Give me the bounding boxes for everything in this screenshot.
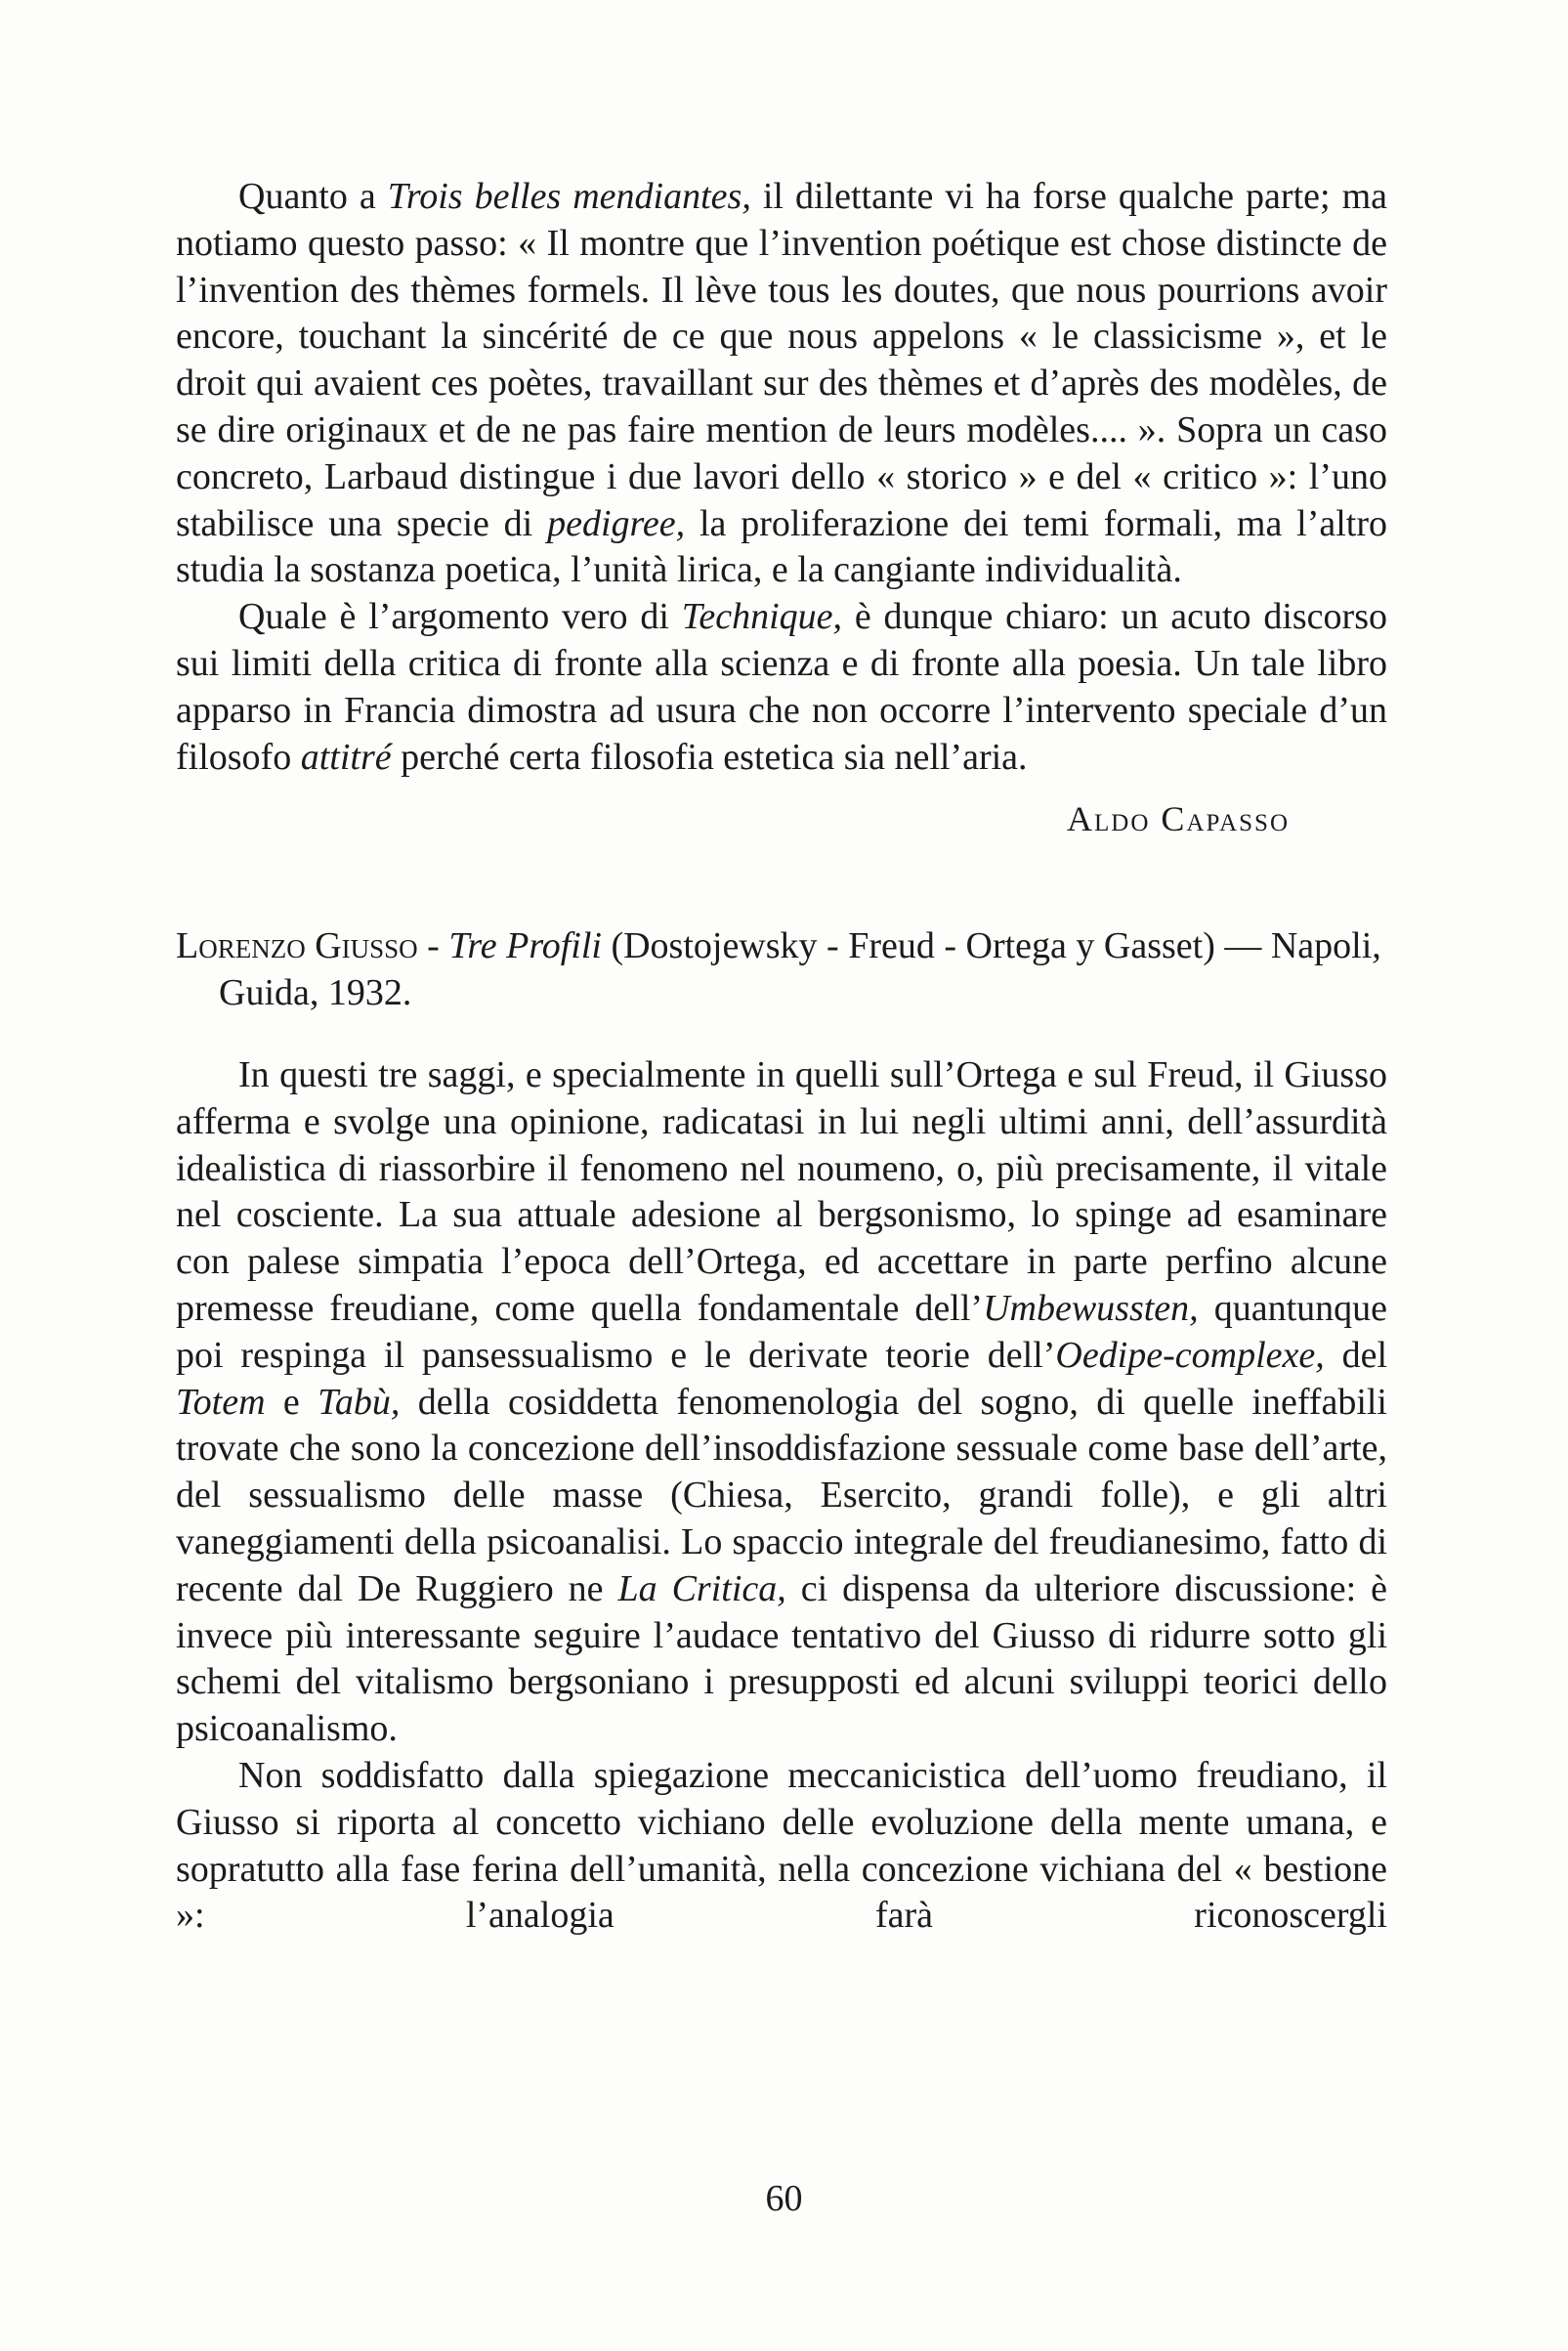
text-run: ci dispensa da ulteriore discussione: è invece più interessante seguire l’audace tentativo del Giusso di ridurre sotto gli schemi del vitalismo bergsoniano i presupposti ed alcuni sviluppi teorici dello psicoanalismo. bbox=[176, 1567, 1387, 1750]
italic-term: Umbewussten, bbox=[983, 1287, 1199, 1329]
book-details: (Dostojewsky - Freud - Ortega y Gasset) — Napoli, Guida, 1932. bbox=[219, 925, 1381, 1014]
italic-title: Tabù, bbox=[318, 1381, 401, 1423]
paragraph-larbaud-quote bbox=[176, 174, 1387, 594]
text-run: quantunque poi respinga il pansessualismo e le derivate teorie dell’ bbox=[176, 1287, 1387, 1376]
text-run: e bbox=[265, 1381, 318, 1423]
book-title: Tre Profili bbox=[448, 925, 602, 967]
italic-title: La Critica, bbox=[617, 1567, 786, 1609]
italic-term: pedigree, bbox=[547, 502, 686, 544]
italic-title: Totem bbox=[176, 1381, 266, 1423]
review-heading bbox=[176, 923, 1387, 1017]
text-column bbox=[176, 174, 1387, 1940]
page-number: 60 bbox=[765, 2178, 803, 2219]
paragraph-technique-argument bbox=[176, 594, 1387, 781]
heading-separator: - bbox=[417, 925, 449, 967]
text-run: la proliferazione dei temi formali, ma l’altro studia la sostanza poetica, l’unità lirica, e la cangiante individualità. bbox=[176, 502, 1387, 591]
paragraph-giusso-essays bbox=[176, 1052, 1387, 1753]
text-run: Quanto a bbox=[238, 176, 388, 217]
text-run: della cosiddetta fenomenologia del sogno, di quelle ineffabili trovate che sono la concezione dell’insoddisfazione sessuale come base dell’arte, del sessualismo delle masse (Chiesa, Esercito, grandi folle), e gli altri vaneggiamenti della psicoanalisi. Lo spaccio integrale del freudianesimo, fatto di recente dal De Ruggiero ne bbox=[176, 1381, 1387, 1609]
review-signature: Aldo Capasso bbox=[1067, 799, 1290, 839]
text-run: perché certa filosofia estetica sia nell’aria. bbox=[391, 736, 1028, 778]
italic-title: Technique, bbox=[681, 596, 843, 638]
paragraph-vichian-concept bbox=[176, 1753, 1387, 1940]
text-run: In questi tre saggi, e specialmente in quelli sull’Ortega e sul Freud, il Giusso afferma e svolge una opinione, radicatasi in lui negli ultimi anni, dell’assurdità idealistica di riassorbire il fenomeno nel noumeno, o, più precisamente, il vitale nel cosciente. La sua attuale adesione al bergsonismo, lo spinge ad esaminare con palese simpatia l’epoca dell’Ortega, ed accettare in parte perfino alcune premesse freudiane, come quella fondamentale dell’ bbox=[176, 1053, 1387, 1329]
text-run: è dunque chiaro: un acuto discorso sui limiti della critica di fronte alla scienza e di fronte alla poesia. Un tale libro apparso in Francia dimostra ad usura che non occorre l’intervento speciale d’un filosofo bbox=[176, 596, 1387, 778]
text-run: Quale è l’argomento vero di bbox=[238, 596, 682, 638]
italic-term: attitré bbox=[300, 736, 392, 778]
text-run: il dilettante vi ha forse qualche parte; ma notiamo questo passo: « Il montre que l’invention poétique est chose distincte de l’invention des thèmes formels. Il lève tous les doutes, que nous pourrions avoir encore, touchant la sincérité de ce que nous appelons « le classicisme », et le droit qui avaient ces poètes, travaillant sur des thèmes et d’après des modèles, de se dire originaux et de ne pas faire mention de leurs modèles.... ». Sopra un caso concreto, Larbaud distingue i due lavori dello « storico » e del « critico »: l’uno stabilisce una specie di bbox=[176, 176, 1387, 544]
book-author: Lorenzo Giusso bbox=[176, 925, 418, 967]
text-run: del bbox=[1324, 1334, 1388, 1376]
italic-title: Trois belles mendiantes, bbox=[387, 176, 751, 217]
italic-term: Oedipe-complexe, bbox=[1055, 1334, 1325, 1376]
text-run: Non soddisfatto dalla spiegazione meccanicistica dell’uomo freudiano, il Giusso si riporta al concetto vichiano delle evoluzione della mente umana, e sopratutto alla fase ferina dell’umanità, nella concezione vichiana del « bestione »: l’analogia farà riconoscergli bbox=[176, 1754, 1387, 1937]
